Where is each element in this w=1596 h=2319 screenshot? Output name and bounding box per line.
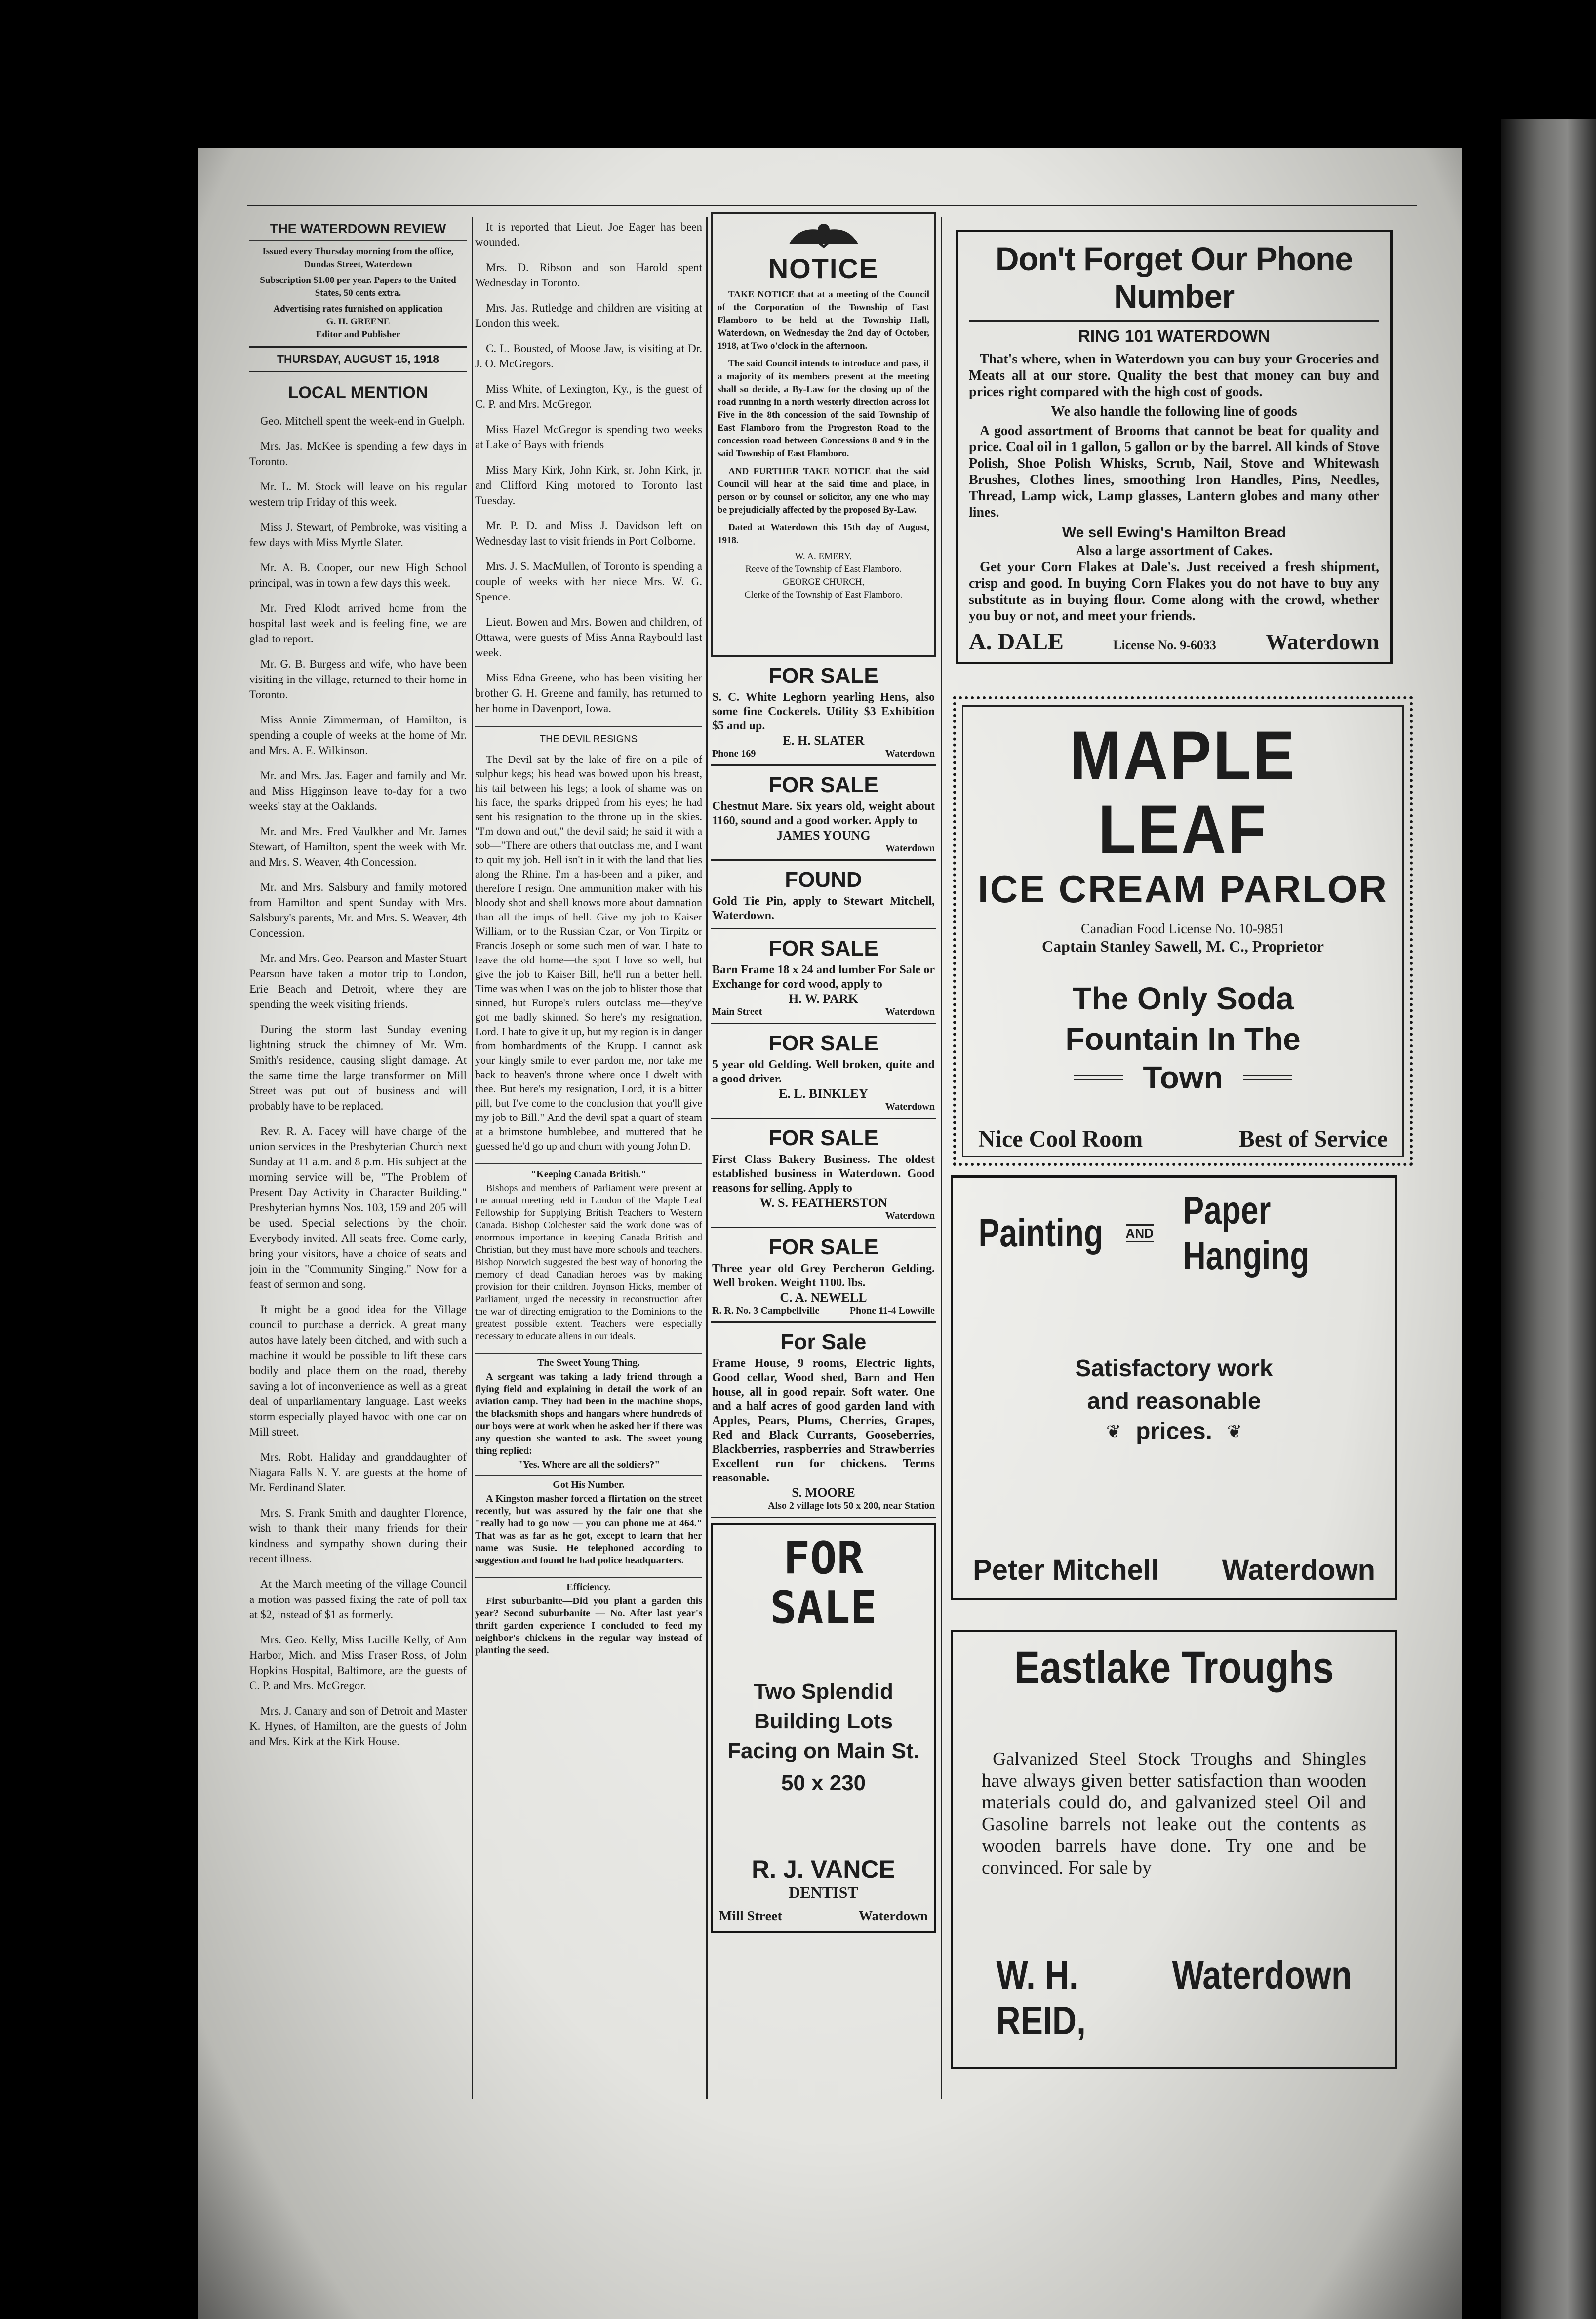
devil-heading: THE DEVIL RESIGNS	[539, 734, 638, 745]
mitchell-title-a: Painting	[978, 1211, 1103, 1255]
classified-title: FOUND	[785, 868, 862, 892]
classified-right-note: Waterdown	[885, 843, 935, 854]
classified-left-note: R. R. No. 3 Campbellville	[712, 1305, 820, 1316]
dale-cakes: Also a large assortment of Cakes.	[1076, 543, 1273, 559]
coat-of-arms-icon	[779, 220, 868, 249]
reid-name: W. H. REID,	[996, 1953, 1086, 2042]
local-item: Mr. Fred Klodt arrived home from the hospital last week and is feeling fine, we are glad to report.	[249, 602, 467, 645]
classified-body: Barn Frame 18 x 24 and lumber For Sale or Exchange for cord wood, apply to	[712, 963, 935, 991]
local-item: Mrs. Geo. Kelly, Miss Lucille Kelly, of Ann Harbor, Mich. and Miss Fraser Ross, of John Hopkins Hospital, Baltimore, are the guests of C. P. and Mrs. McGregor.	[249, 1634, 467, 1692]
local-item: Geo. Mitchell spent the week-end in Guelph.	[260, 415, 465, 427]
date-rule-bottom	[249, 371, 467, 372]
dale-name: A. DALE	[969, 629, 1064, 655]
masthead-rule	[249, 240, 467, 241]
classified-name: H. W. PARK	[788, 992, 859, 1006]
sweet-quote: "Yes. Where are all the soldiers?"	[517, 1459, 660, 1470]
notice-paragraph: The said Council intends to introduce and pass, if a majority of its members present at the meeting shall so decide, a By-Law for the closing up of the road running in a north westerly direction across lot Five in the 8th concession of the said Township of East Flamboro from the Progreston Road to the concession road between Concessions 8 and 9 in the said Township of East Flamboro.	[718, 359, 929, 459]
mitchell-line: Satisfactory work	[1075, 1356, 1273, 1382]
column-local-mention	[249, 212, 467, 1759]
classified-ad	[711, 657, 936, 766]
classified-name: JAMES YOUNG	[776, 828, 871, 842]
clerk-name: GEORGE CHURCH,	[782, 577, 865, 587]
reid-body: Galvanized Steel Stock Troughs and Shingles have always given better satisfaction than wooden materials could do, and galvanized steel Oil and Gasoline barrels not leake out the contents as wooden barrels have done. Try one and be convinced. For sale by	[982, 1749, 1366, 1878]
dale-license: License No. 9-6033	[1113, 638, 1216, 652]
vance-ad-title: FOR SALE	[770, 1532, 877, 1634]
maple-feature: Best of Service	[1238, 1126, 1388, 1152]
sweet-heading: The Sweet Young Thing.	[537, 1358, 640, 1368]
editor-title: Editor and Publisher	[316, 329, 400, 340]
local-item: Miss White, of Lexington, Ky., is the guest of C. P. and Mrs. McGregor.	[475, 383, 702, 410]
local-item: Mr. and Mrs. Salsbury and family motored from Hamilton and spent Sunday with Mrs. Salsbury's parents, Mr. and Mrs. S. Weaver, 4th Concession.	[249, 881, 467, 939]
classified-ad	[711, 861, 936, 929]
local-item: Lieut. Bowen and Mrs. Bowen and children, of Ottawa, were guests of Miss Anna Raybould last week.	[475, 616, 702, 659]
classified-name: W. S. FEATHERSTON	[759, 1196, 887, 1210]
classified-body: Gold Tie Pin, apply to Stewart Mitchell, Waterdown.	[712, 895, 935, 922]
section-rule	[475, 1353, 702, 1354]
local-item: Mrs. Robt. Haliday and granddaughter of Niagara Falls N. Y. are guests at the home of Mr. Ferdinand Slater.	[249, 1451, 467, 1494]
column-two	[475, 212, 702, 1667]
classified-name: C. A. NEWELL	[780, 1290, 867, 1305]
classified-ad	[711, 929, 936, 1024]
section-rule	[475, 1163, 702, 1164]
reeve-title: Reeve of the Township of East Flamboro.	[745, 564, 902, 574]
notice-paragraph: AND FURTHER TAKE NOTICE that the said Council will hear at the said time and place, in person or by counsel or solicitor, any one who may be prejudicially affected by the proposed By-Law.	[718, 466, 929, 515]
ornament-rule	[1243, 1075, 1292, 1080]
notice-box	[711, 212, 936, 657]
mitchell-ad	[951, 1175, 1397, 1600]
classified-body: 5 year old Gelding. Well broken, quite and a good driver.	[712, 1058, 935, 1085]
maple-title: MAPLE LEAF	[1070, 717, 1296, 868]
classified-title: FOR SALE	[768, 664, 878, 688]
section-rule	[475, 726, 702, 727]
vance-ad-line: Building Lots	[754, 1709, 893, 1733]
local-item: At the March meeting of the village Council a motion was passed fixing the rate of poll tax at $2, instead of $1 as formerly.	[249, 1578, 467, 1621]
classified-ad	[711, 766, 936, 861]
notice-paragraph: TAKE NOTICE that at a meeting of the Council of the Corporation of the Township of East Flamboro to be held at the Township Hall, Waterdown, on Wednesday the 2nd day of October, 1918, at Two o'clock in the afternoon.	[718, 289, 929, 351]
canada-article: Bishops and members of Parliament were present at the annual meeting held in London of the Maple Leaf Fellowship for Supplying British Teachers to Western Canada. Bishop Colchester said the work done was of enormous importance in keeping Canada British and Christian, but they must have more schools and teachers. Bishop Norwich suggested the best way of honoring the memory of dead Canadian heroes was by making provision for their children. Joynson Hicks, member of Parliament, urged the necessity in reconstruction after the war of directing emigration to the Dominions to the greatest possible extent. Teachers were especially necessary to educate aliens in our ideals.	[475, 1183, 702, 1342]
local-item: Mr. A. B. Cooper, our new High School principal, was in town a few days this week.	[249, 561, 467, 589]
maple-leaf-ad	[953, 696, 1413, 1166]
vance-role: DENTIST	[789, 1883, 858, 1901]
classified-right-note: Waterdown	[885, 1006, 935, 1017]
dale-paragraph: That's where, when in Waterdown you can buy your Groceries and Meats all at our store. Quality the best that money can buy and prices right compared with the high cost of goods.	[969, 352, 1379, 400]
vance-name: R. J. VANCE	[752, 1855, 895, 1883]
number-heading: Got His Number.	[553, 1479, 625, 1490]
flourish-icon: ❦	[1227, 1421, 1242, 1441]
column-classifieds	[711, 212, 936, 1933]
classified-right-note: Also 2 village lots 50 x 200, near Station	[768, 1500, 935, 1511]
editor-name: G. H. GREENE	[326, 317, 390, 327]
mitchell-line: and reasonable	[1087, 1388, 1261, 1414]
notice-date: Dated at Waterdown this 15th day of August, 1918.	[718, 522, 929, 546]
dale-town: Waterdown	[1265, 629, 1379, 654]
classified-title: For Sale	[780, 1330, 867, 1354]
classified-right-note: Waterdown	[885, 1101, 935, 1112]
dale-paragraph: A good assortment of Brooms that cannot be beat for quality and price. Coal oil in 1 gallon, 5 gallon or by the barrel. All kinds of Stove Polish, Shoe Polish Whisks, Scrub, Nail, Stove and Whitewash Brushes, Clothes lines, smoothing Iron Handles, Pins, Needles, Thread, Lamp wick, Lamp glasses, Lantern globes and many other lines.	[969, 423, 1379, 520]
masthead-line: Subscription $1.00 per year. Papers to the United States, 50 cents extra.	[260, 275, 456, 298]
local-item: Mr. and Mrs. Jas. Eager and family and Mr. and Miss Higginson leave to-day for a two weeks' stay at the Oaklands.	[249, 769, 467, 812]
dale-title: Don't Forget Our Phone Number	[995, 240, 1353, 315]
classified-ad	[711, 1228, 936, 1323]
classified-title: FOR SALE	[768, 1126, 878, 1150]
local-item: Mrs. S. Frank Smith and daughter Florence, wish to thank their many friends for their kindness and sympathy shown during their recent illness.	[249, 1507, 467, 1565]
ornament-rule	[1074, 1075, 1123, 1080]
reid-title: Eastlake Troughs	[1014, 1642, 1334, 1693]
adjacent-page-edge	[1501, 119, 1596, 2319]
dale-ad	[956, 230, 1393, 664]
efficiency-article: First suburbanite—Did you plant a garden this year? Second suburbanite — No. After last year's thrift garden experience I concluded to feed my neighbor's chickens in the regular way instead of planting the seed.	[475, 1596, 702, 1656]
classified-left-note: Main Street	[712, 1006, 762, 1017]
dale-paragraph: Get your Corn Flakes at Dale's. Just received a fresh shipment, crisp and good. In buying Corn Flakes you do not have to buy any substitute as in buying flour. Come along with the crowd, whether you buy or not, and meet your friends.	[969, 560, 1379, 624]
local-item: Mrs. Jas. Rutledge and children are visiting at London this week.	[475, 302, 702, 329]
local-item: Mrs. Jas. McKee is spending a few days in Toronto.	[249, 440, 467, 468]
section-rule	[475, 1577, 702, 1578]
date-rule-top	[249, 346, 467, 348]
mitchell-title-and: AND	[1126, 1224, 1154, 1242]
column-rule-3	[941, 217, 942, 2099]
classified-body: S. C. White Leghorn yearling Hens, also some fine Cockerels. Utility $3 Exhibition $5 and up.	[712, 691, 935, 732]
local-item: Mrs. J. Canary and son of Detroit and Master K. Hynes, of Hamilton, are the guests of John and Mrs. Kirk at the Kirk House.	[249, 1705, 467, 1748]
clerk-title: Clerke of the Township of East Flamboro.	[744, 590, 903, 600]
maple-inner-border	[962, 705, 1404, 1157]
local-item: It might be a good idea for the Village council to purchase a derrick. A great many autos have lately been ditched, and with such a machine it would be possible to lift these cars bodily and place them on the road, thereby saving a lot of inconvenience as well as a great deal of unparliamentary language. Last weeks storm especially played havoc with one car on Mill street.	[249, 1303, 467, 1438]
dale-subhead: We also handle the following line of goods	[1051, 404, 1297, 419]
vance-ad-line: Two Splendid	[754, 1679, 893, 1704]
classified-ad	[711, 1119, 936, 1228]
sweet-article: A sergeant was taking a lady friend through a flying field and explaining in detail the work of an aviation camp. They had been in the machine shops, the blacksmith shops and hangars where hundreds of our boys were at work when he asked her if there was any question she wanted to ask. The sweet young thing replied:	[475, 1371, 702, 1456]
local-item: Mrs. D. Ribson and son Harold spent Wednesday in Toronto.	[475, 261, 702, 289]
classified-right-note: Phone 11-4 Lowville	[849, 1305, 935, 1316]
classified-body: First Class Bakery Business. The oldest established business in Waterdown. Good reasons for selling. Apply to	[712, 1153, 935, 1195]
local-item: Miss Edna Greene, who has been visiting her brother G. H. Greene and family, has returned to her home in Davenport, Iowa.	[475, 672, 702, 715]
efficiency-heading: Efficiency.	[566, 1582, 611, 1593]
reid-town: Waterdown	[1172, 1953, 1352, 1997]
column-rule-2	[706, 217, 708, 2099]
local-item: Mr. and Mrs. Geo. Pearson and Master Stuart Pearson have taken a motor trip to London, Erie Beach and Detroit, where they are spending the week visiting friends.	[249, 952, 467, 1010]
classified-name: S. MOORE	[792, 1485, 855, 1500]
column-rule-1	[472, 217, 473, 2099]
classified-title: FOR SALE	[768, 1031, 878, 1055]
maple-feature: Nice Cool Room	[978, 1126, 1143, 1152]
local-item: Mr. G. B. Burgess and wife, who have been visiting in the village, returned to their home in Toronto.	[249, 658, 467, 701]
mitchell-name: Peter Mitchell	[973, 1554, 1159, 1586]
local-item: Mrs. J. S. MacMullen, of Toronto is spending a couple of weeks with her niece Mrs. W. G. Spence.	[475, 560, 702, 603]
local-mention-heading: LOCAL MENTION	[288, 383, 428, 402]
flourish-icon: ❦	[1106, 1421, 1121, 1441]
classified-body: Three year old Grey Percheron Gelding. Well broken. Weight 1100. lbs.	[712, 1262, 935, 1289]
vance-ad-line: Facing on Main St.	[727, 1739, 919, 1763]
devil-article: The Devil sat by the lake of fire on a pile of sulphur kegs; his head was bowed upon his breast, his tail between his legs; a look of shame was on his face, the sparks dripped from his eyes; he had sent his resignation to the throne up in the skies. "I'm down and out," the devil said; he said it with a sob—"There are others that outclass me, and I want to quit my job. Hell isn't in it with the land that lies along the Rhine. I'm a has-been and a piker, and therefore I resign. One ammunition maker with his bloody shot and shell knows more about damnation than all the imps of hell. Give my job to Kaiser William, or to the Russian Czar, or Von Tirpitz or Francis Joseph or some such men of war. I hate to leave the old home—the spot I love so well, but give the job to Kaiser Bill, he'll run a better hell. Time was when I was on the job to blister those that sinned, but Europe's rulers outclass me—they've got me badly skinned. So here's my resignation, Lord. I hate to give it up, but my region is in danger from bombardments of the Krupp. I cannot ask your kingly smile to ever pardon me, nor take me back to heaven's throne where once I dwelt with thee. But here's my resignation, Lord, it is a bitter pill, but I've come to the conclusion that you'll give my job to Bill." And the devil spat a quart of steam at a brimstone bumblebee, and muttered that he guessed he'd go up and chum with young John D.	[475, 753, 702, 1152]
maple-tagline: Town	[1143, 1060, 1223, 1095]
dale-rule	[969, 320, 1379, 322]
notice-title: NOTICE	[768, 253, 879, 284]
mitchell-title-b: Paper Hanging	[1183, 1188, 1310, 1278]
local-item: Miss J. Stewart, of Pembroke, was visiting a few days with Miss Myrtle Slater.	[249, 521, 467, 549]
section-rule	[475, 1475, 702, 1476]
vance-street: Mill Street	[719, 1909, 782, 1924]
local-item: Miss Mary Kirk, John Kirk, sr. John Kirk, jr. and Clifford King motored to Toronto last Tuesday.	[475, 464, 702, 507]
local-item: Miss Hazel McGregor is spending two weeks at Lake of Bays with friends	[475, 423, 702, 451]
reeve-name: W. A. EMERY,	[795, 551, 852, 561]
classified-ad	[711, 1024, 936, 1119]
mitchell-town: Waterdown	[1222, 1554, 1375, 1586]
local-item: It is reported that Lieut. Joe Eager has been wounded.	[475, 221, 702, 248]
local-item: Mr. L. M. Stock will leave on his regular western trip Friday of this week.	[249, 480, 467, 508]
local-item: Mr. P. D. and Miss J. Davidson left on Wednesday last to visit friends in Port Colborne.	[475, 520, 702, 547]
classified-right-note: Waterdown	[885, 748, 935, 759]
classified-title: FOR SALE	[768, 773, 878, 797]
classified-title: FOR SALE	[768, 936, 878, 960]
dale-phone: RING 101 WATERDOWN	[1078, 327, 1270, 346]
classified-left-note: Phone 169	[712, 748, 756, 759]
number-article: A Kingston masher forced a flirtation on the street recently, but was assured by the fair one that she "really had to go now — you can phone me at 464." That was as far as he got, except to learn that her name was Susie. He telephoned according to suggestion and found he had police headquarters.	[475, 1493, 702, 1566]
maple-subtitle: ICE CREAM PARLOR	[978, 867, 1388, 911]
local-item: Rev. R. A. Facey will have charge of the union services in the Presbyterian Church next Sunday at 11 a.m. and 8 p.m. His subject at the morning service will be, "The Problem of Present Day Activity in Character Building." Presbyterian hymns Nos. 103, 159 and 205 will be used. Special selections by the choir. Everybody invited. All seats free. Come early, bring your visitors, have a choice of seats and join in the "Community Singing." Now for a feast of sermon and song.	[249, 1125, 467, 1290]
local-item: C. L. Bousted, of Moose Jaw, is visiting at Dr. J. O. McGregors.	[475, 342, 702, 370]
masthead-title: THE WATERDOWN REVIEW	[270, 221, 446, 236]
classified-name: E. H. SLATER	[782, 733, 865, 748]
maple-tagline: The Only Soda	[1072, 981, 1294, 1016]
classified-ad	[711, 1323, 936, 1518]
vance-town: Waterdown	[859, 1909, 928, 1924]
maple-license: Canadian Food License No. 10-9851	[1081, 921, 1285, 937]
local-item: Mr. and Mrs. Fred Vaulkher and Mr. James Stewart, of Hamilton, spent the week with Mr. and Mrs. S. Weaver, 4th Concession.	[249, 825, 467, 868]
local-item: During the storm last Sunday evening lightning struck the chimney of Mr. Wm. Smith's residence, causing slight damage. At the same time the large transformer on Mill Street was put out of business and will probably have to be replaced.	[249, 1023, 467, 1112]
top-rule	[247, 205, 1417, 206]
mitchell-line: prices.	[1136, 1418, 1212, 1444]
maple-owner: Captain Stanley Sawell, M. C., Proprietor	[1042, 937, 1324, 955]
classified-body: Chestnut Mare. Six years old, weight about 1160, sound and a good worker. Apply to	[712, 800, 935, 827]
local-item: Miss Annie Zimmerman, of Hamilton, is spending a couple of weeks at the home of Mr. and Mrs. A. E. Wilkinson.	[249, 714, 467, 757]
vance-ad	[711, 1523, 936, 1933]
reid-ad	[951, 1630, 1397, 2069]
classified-body: Frame House, 9 rooms, Electric lights, Good cellar, Wood shed, Barn and Hen house, all in good repair. Soft water. One and a half acres of good garden land with Apples, Pears, Plums, Cherries, Grapes, Red and Black Currants, Gooseberries, Blackberries, raspberries and Strawberries Excellent run for chickens. Terms reasonable.	[712, 1357, 935, 1484]
canada-heading: "Keeping Canada British."	[531, 1169, 646, 1180]
classifieds-list	[711, 657, 936, 1518]
masthead-line: Issued every Thursday morning from the office, Dundas Street, Waterdown	[262, 246, 454, 270]
classified-title: FOR SALE	[768, 1235, 878, 1259]
issue-date: THURSDAY, AUGUST 15, 1918	[277, 353, 439, 365]
classified-name: E. L. BINKLEY	[779, 1086, 868, 1101]
dale-bread: We sell Ewing's Hamilton Bread	[1062, 524, 1286, 541]
classified-right-note: Waterdown	[885, 1210, 935, 1221]
masthead-line: Advertising rates furnished on application	[273, 304, 443, 314]
vance-ad-line: 50 x 230	[781, 1771, 866, 1795]
maple-tagline: Fountain In The	[1065, 1021, 1301, 1057]
